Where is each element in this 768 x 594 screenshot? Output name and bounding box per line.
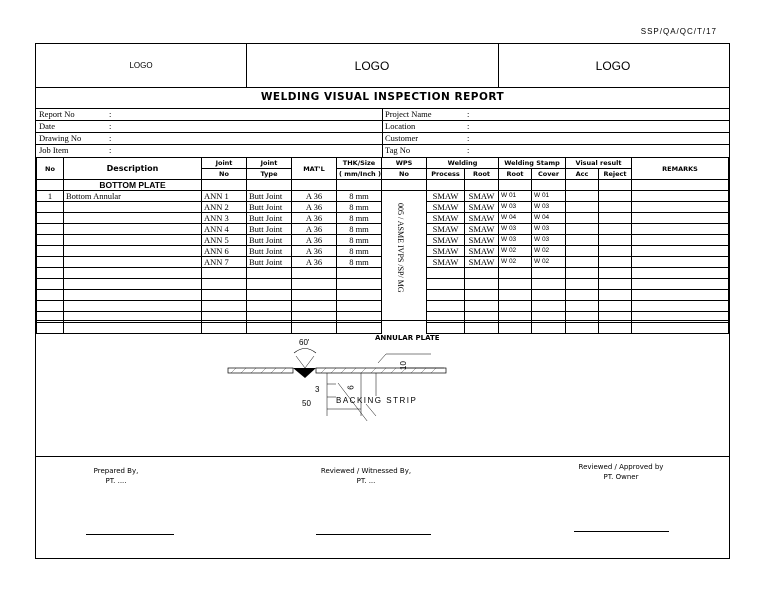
logo-right: LOGO	[595, 58, 631, 73]
info-right-sep: :	[467, 145, 470, 155]
cell-thk: 8 mm	[337, 213, 382, 224]
cell-stamp-cover: W 02	[532, 246, 566, 257]
cell-process: SMAW	[427, 191, 465, 202]
dim-top-label: 10	[398, 361, 408, 370]
header-acc: Acc	[566, 169, 599, 180]
left-plate	[228, 368, 293, 373]
cell-empty	[532, 290, 566, 301]
header-stamp-cover: Cover	[532, 169, 566, 180]
cell-empty	[37, 301, 64, 312]
info-left-sep: :	[109, 145, 112, 155]
cell-root: SMAW	[465, 202, 499, 213]
cell-description	[64, 257, 202, 268]
cell-acc	[566, 235, 599, 246]
cell-empty	[337, 279, 382, 290]
cell-remarks	[632, 246, 729, 257]
cell-reject	[599, 213, 632, 224]
cell-empty	[427, 180, 465, 191]
cell-empty	[202, 180, 247, 191]
cell-empty	[64, 290, 202, 301]
cell-description: Bottom Annular	[64, 191, 202, 202]
header-no: No	[37, 158, 64, 180]
wps-number-vertical: 005 / ASME IVPS /SP/ MG	[396, 203, 405, 293]
cell-thk: 8 mm	[337, 246, 382, 257]
cell-empty	[64, 323, 202, 334]
info-left-sep: :	[109, 109, 112, 119]
cell-empty	[632, 290, 729, 301]
cell-joint-no: ANN 5	[202, 235, 247, 246]
cell-empty	[37, 279, 64, 290]
cell-empty	[427, 290, 465, 301]
signature-witnessed	[286, 466, 446, 486]
cell-description	[64, 246, 202, 257]
info-left-label: Drawing No	[39, 133, 82, 143]
cell-empty	[566, 180, 599, 191]
cell-matl: A 36	[292, 202, 337, 213]
cell-stamp-root: W 02	[499, 246, 532, 257]
cell-stamp-cover: W 03	[532, 224, 566, 235]
signature-line-witnessed	[316, 534, 431, 535]
cell-matl: A 36	[292, 246, 337, 257]
cell-empty	[247, 268, 292, 279]
cell-acc	[566, 213, 599, 224]
cell-empty	[292, 279, 337, 290]
cell-empty	[499, 290, 532, 301]
signature-line-prepared	[86, 534, 174, 535]
cell-matl: A 36	[292, 191, 337, 202]
weld-joint-drawing	[216, 326, 516, 421]
header-remarks: REMARKS	[632, 158, 729, 180]
table-row	[37, 257, 729, 268]
cell-empty	[599, 268, 632, 279]
cell-empty	[37, 290, 64, 301]
report-frame	[35, 43, 730, 559]
cell-stamp-root: W 04	[499, 213, 532, 224]
cell-process: SMAW	[427, 246, 465, 257]
cell-stamp-root: W 03	[499, 224, 532, 235]
cell-empty	[202, 268, 247, 279]
cell-empty	[202, 301, 247, 312]
cell-thk: 8 mm	[337, 224, 382, 235]
signature-prepared	[36, 466, 196, 486]
cell-no	[37, 224, 64, 235]
cell-no	[37, 213, 64, 224]
cell-stamp-cover: W 01	[532, 191, 566, 202]
cell-reject	[599, 191, 632, 202]
weld-bead	[293, 368, 316, 378]
cell-thk: 8 mm	[337, 202, 382, 213]
cell-remarks	[632, 235, 729, 246]
cell-joint-no: ANN 6	[202, 246, 247, 257]
inspection-table	[36, 157, 729, 334]
backing-strip-label: BACKING STRIP	[336, 396, 418, 405]
signature-approved	[541, 462, 701, 482]
cell-root: SMAW	[465, 246, 499, 257]
cell-root: SMAW	[465, 235, 499, 246]
table-row	[37, 235, 729, 246]
dim-thk-label: 6	[346, 385, 356, 390]
cell-empty	[64, 301, 202, 312]
info-right-label: Customer	[385, 133, 419, 143]
cell-description	[64, 224, 202, 235]
cell-thk: 8 mm	[337, 235, 382, 246]
info-left-label: Report No	[39, 109, 75, 119]
table-row-empty	[37, 290, 729, 301]
header-welding: Welding	[427, 158, 499, 169]
cell-empty	[499, 268, 532, 279]
angle-arc	[294, 349, 316, 354]
report-title: WELDING VISUAL INSPECTION REPORT	[260, 91, 505, 103]
cell-empty	[465, 180, 499, 191]
witnessed-role: Reviewed / Witnessed By,	[320, 467, 412, 475]
annular-plate-label: ANNULAR PLATE	[375, 334, 440, 342]
cell-empty	[37, 323, 64, 334]
cell-empty	[632, 180, 729, 191]
header-process: Process	[427, 169, 465, 180]
document-code: SSP/QA/QC/T/17	[640, 27, 717, 36]
info-left-sep: :	[109, 121, 112, 131]
signature-line-approved	[574, 531, 669, 532]
cell-empty	[532, 180, 566, 191]
cell-acc	[566, 224, 599, 235]
cell-joint-type: Butt Joint	[247, 246, 292, 257]
cell-empty	[566, 268, 599, 279]
cell-stamp-cover: W 02	[532, 257, 566, 268]
cell-empty	[632, 268, 729, 279]
cell-no	[37, 180, 64, 191]
table-row	[37, 191, 729, 202]
cell-root: SMAW	[465, 213, 499, 224]
cell-joint-no: ANN 1	[202, 191, 247, 202]
cell-empty	[566, 323, 599, 334]
info-right-sep: :	[467, 121, 470, 131]
header-reject: Reject	[599, 169, 632, 180]
cell-joint-type: Butt Joint	[247, 224, 292, 235]
cell-empty	[566, 279, 599, 290]
cell-no	[37, 246, 64, 257]
cell-process: SMAW	[427, 213, 465, 224]
header-wps: WPS	[382, 158, 427, 169]
cell-empty	[337, 268, 382, 279]
cell-root: SMAW	[465, 224, 499, 235]
cell-empty	[292, 268, 337, 279]
table-row-empty	[37, 279, 729, 290]
cell-no	[37, 202, 64, 213]
cell-empty	[202, 279, 247, 290]
cell-empty	[499, 279, 532, 290]
cell-empty	[427, 279, 465, 290]
cell-empty	[202, 290, 247, 301]
cell-empty	[566, 290, 599, 301]
approved-company: PT. Owner	[603, 473, 639, 481]
cell-empty	[465, 290, 499, 301]
logo-center: LOGO	[354, 58, 390, 73]
cell-process: SMAW	[427, 224, 465, 235]
section-row	[37, 180, 729, 191]
cell-process: SMAW	[427, 257, 465, 268]
info-right-label: Location	[385, 121, 416, 131]
cell-empty	[532, 323, 566, 334]
info-right-label: Tag No	[385, 145, 411, 155]
cell-reject	[599, 224, 632, 235]
section-title: BOTTOM PLATE	[64, 180, 202, 191]
header-joint: Joint	[202, 158, 247, 169]
header-wps-no: No	[382, 169, 427, 180]
cell-joint-type: Butt Joint	[247, 191, 292, 202]
info-left-label: Date	[39, 121, 56, 131]
info-right-sep: :	[467, 109, 470, 119]
header-root: Root	[465, 169, 499, 180]
cell-process: SMAW	[427, 202, 465, 213]
cell-remarks	[632, 202, 729, 213]
cell-root: SMAW	[465, 191, 499, 202]
cell-acc	[566, 191, 599, 202]
cell-empty	[337, 301, 382, 312]
cell-empty	[632, 301, 729, 312]
table-row	[37, 246, 729, 257]
header-joint-no: No	[202, 169, 247, 180]
cell-root: SMAW	[465, 257, 499, 268]
cell-empty	[427, 268, 465, 279]
cell-empty	[532, 301, 566, 312]
cell-matl: A 36	[292, 224, 337, 235]
table-row	[37, 202, 729, 213]
header-description: Description	[64, 158, 202, 180]
cell-empty	[499, 301, 532, 312]
cell-reject	[599, 246, 632, 257]
cell-empty	[632, 279, 729, 290]
cell-empty	[37, 268, 64, 279]
right-plate	[316, 368, 446, 373]
header-matl: MAT'L	[292, 158, 337, 180]
cell-joint-no: ANN 3	[202, 213, 247, 224]
cell-matl: A 36	[292, 235, 337, 246]
cell-acc	[566, 257, 599, 268]
cell-stamp-root: W 01	[499, 191, 532, 202]
cell-empty	[292, 290, 337, 301]
cell-stamp-cover: W 04	[532, 213, 566, 224]
info-right-sep: :	[467, 133, 470, 143]
cell-empty	[337, 290, 382, 301]
cell-empty	[292, 301, 337, 312]
cell-matl: A 36	[292, 213, 337, 224]
prepared-company: PT. ....	[105, 477, 127, 485]
cell-empty	[566, 301, 599, 312]
cell-empty	[532, 268, 566, 279]
cell-joint-no: ANN 4	[202, 224, 247, 235]
header-stamp: Welding Stamp	[499, 158, 566, 169]
dim-gap-label: 3	[315, 385, 320, 394]
cell-empty	[532, 279, 566, 290]
cell-reject	[599, 235, 632, 246]
cell-description	[64, 202, 202, 213]
cell-empty	[337, 180, 382, 191]
cell-empty	[632, 323, 729, 334]
cell-remarks	[632, 191, 729, 202]
approved-role: Reviewed / Approved by	[578, 463, 664, 471]
cell-thk: 8 mm	[337, 257, 382, 268]
cell-stamp-root: W 03	[499, 202, 532, 213]
cell-stamp-root: W 03	[499, 235, 532, 246]
table-row	[37, 224, 729, 235]
cell-reject	[599, 202, 632, 213]
header-joint-type-top: Joint	[247, 158, 292, 169]
cell-empty	[427, 301, 465, 312]
header-stamp-root: Root	[499, 169, 532, 180]
table-row-empty	[37, 301, 729, 312]
cell-no	[37, 235, 64, 246]
cell-empty	[247, 301, 292, 312]
cell-empty	[599, 301, 632, 312]
cell-empty	[499, 180, 532, 191]
cell-empty	[465, 301, 499, 312]
cell-joint-no: ANN 2	[202, 202, 247, 213]
header-joint-type: Type	[247, 169, 292, 180]
header-visual: Visual result	[566, 158, 632, 169]
cell-empty	[292, 180, 337, 191]
witnessed-company: PT. ...	[356, 477, 376, 485]
cell-empty	[599, 279, 632, 290]
dim-width-label: 50	[302, 399, 311, 408]
cell-acc	[566, 202, 599, 213]
cell-empty	[599, 323, 632, 334]
cell-stamp-root: W 02	[499, 257, 532, 268]
cell-empty	[64, 279, 202, 290]
cell-process: SMAW	[427, 235, 465, 246]
prepared-role: Prepared By,	[93, 467, 139, 475]
cell-remarks	[632, 224, 729, 235]
cell-no: 1	[37, 191, 64, 202]
cell-matl: A 36	[292, 257, 337, 268]
cell-remarks	[632, 213, 729, 224]
cell-joint-no: ANN 7	[202, 257, 247, 268]
cell-joint-type: Butt Joint	[247, 235, 292, 246]
cell-empty	[465, 268, 499, 279]
header-thk-top: THK/Size	[337, 158, 382, 169]
table-row	[37, 213, 729, 224]
cell-thk: 8 mm	[337, 191, 382, 202]
info-left-label: Job Item	[39, 145, 69, 155]
cell-empty	[465, 279, 499, 290]
cell-empty	[64, 268, 202, 279]
cell-joint-type: Butt Joint	[247, 213, 292, 224]
cell-empty	[247, 279, 292, 290]
cell-empty	[247, 290, 292, 301]
cell-joint-type: Butt Joint	[247, 257, 292, 268]
cell-reject	[599, 257, 632, 268]
cell-description	[64, 213, 202, 224]
info-left-sep: :	[109, 133, 112, 143]
info-right-label: Project Name	[385, 109, 432, 119]
cell-stamp-cover: W 03	[532, 202, 566, 213]
cell-remarks	[632, 257, 729, 268]
angle-label: 60'	[299, 338, 310, 347]
cell-no	[37, 257, 64, 268]
cell-stamp-cover: W 03	[532, 235, 566, 246]
cell-acc	[566, 246, 599, 257]
cell-description	[64, 235, 202, 246]
cell-joint-type: Butt Joint	[247, 202, 292, 213]
cell-empty	[599, 180, 632, 191]
cell-empty	[599, 290, 632, 301]
logo-left: LOGO	[129, 61, 153, 70]
table-row-empty	[37, 268, 729, 279]
cell-empty	[247, 180, 292, 191]
header-thk: ( mm/Inch )	[337, 169, 382, 180]
